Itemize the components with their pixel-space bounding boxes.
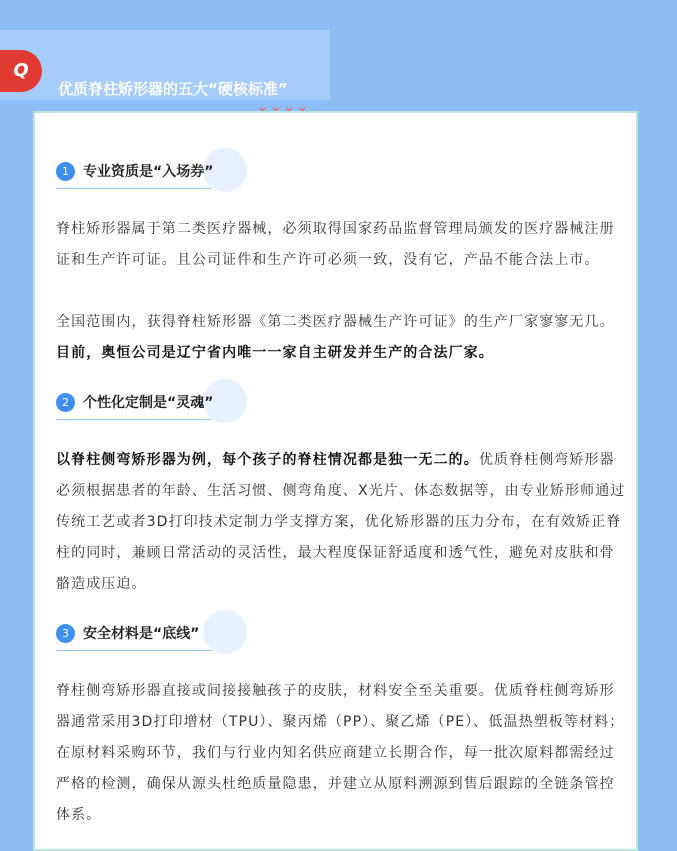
heading-underline bbox=[56, 419, 212, 420]
section-3 bbox=[35, 610, 636, 823]
section-number-badge: 2 bbox=[56, 393, 75, 412]
section-title: 个性化定制是“灵魂” bbox=[83, 395, 214, 411]
section-paragraph: 脊柱侧弯矫形器直接或间接接触孩子的皮肤，材料安全至关重要。优质脊柱侧弯矫形器通常采用3D打印增材（TPU）、聚丙烯（PP）、聚乙烯（PE）、低温热塑板等材料；在原材料采购环节，我们与行业内知名供应商建立长期合作，每一批次原料都需经过严格的检测，确保从源头杜绝质量隐患，并建立从原料溯源到售后跟踪的全链条管控体系。 bbox=[56, 683, 625, 823]
section-paragraph bbox=[56, 307, 626, 369]
paragraph-bold-text: 目前，奥恒公司是辽宁省内唯一一家自主研发并生产的合法厂家。 bbox=[56, 345, 494, 361]
section-number-badge: 3 bbox=[56, 624, 75, 643]
section-heading bbox=[35, 148, 636, 188]
header-title: 优质脊柱矫形器的五大“硬核标准” bbox=[58, 80, 288, 98]
section-1 bbox=[35, 148, 636, 361]
section-number-badge: 1 bbox=[56, 162, 75, 181]
section-heading bbox=[35, 610, 636, 650]
section-2 bbox=[35, 379, 636, 592]
paragraph-text: 全国范围内，获得脊柱矫形器《第二类医疗器械生产许可证》的生产厂家寥寥无几。 bbox=[56, 314, 615, 330]
heading-underline bbox=[56, 188, 212, 189]
section-title: 专业资质是“入场券” bbox=[83, 164, 214, 180]
paragraph-text: 优质脊柱侧弯矫形器必须根据患者的年龄、生活习惯、侧弯角度、X光片、体态数据等，由专业矫形师通过传统工艺或者3D打印技术定制力学支撑方案，优化矫形器的压力分布，在有效矫正脊柱的同时，兼顾日常活动的灵活性，最大程度保证舒适度和透气性，避免对皮肤和骨骼造成压迫。 bbox=[56, 452, 626, 592]
section-paragraph: 脊柱矫形器属于第二类医疗器械，必须取得国家药品监督管理局颁发的医疗器械注册证和生产许可证。且公司证件和生产许可必须一致，没有它，产品不能合法上市。 bbox=[56, 221, 615, 268]
q-badge: Q bbox=[0, 50, 42, 92]
heading-decor-circle bbox=[203, 610, 247, 654]
section-title: 安全材料是“底线” bbox=[83, 626, 200, 642]
question-header bbox=[0, 30, 330, 100]
paragraph-bold-text: 以脊柱侧弯矫形器为例，每个孩子的脊柱情况都是独一无二的。 bbox=[56, 452, 479, 468]
heading-underline bbox=[56, 650, 212, 651]
section-paragraph bbox=[56, 445, 626, 600]
content-card bbox=[33, 111, 638, 851]
section-heading bbox=[35, 379, 636, 419]
